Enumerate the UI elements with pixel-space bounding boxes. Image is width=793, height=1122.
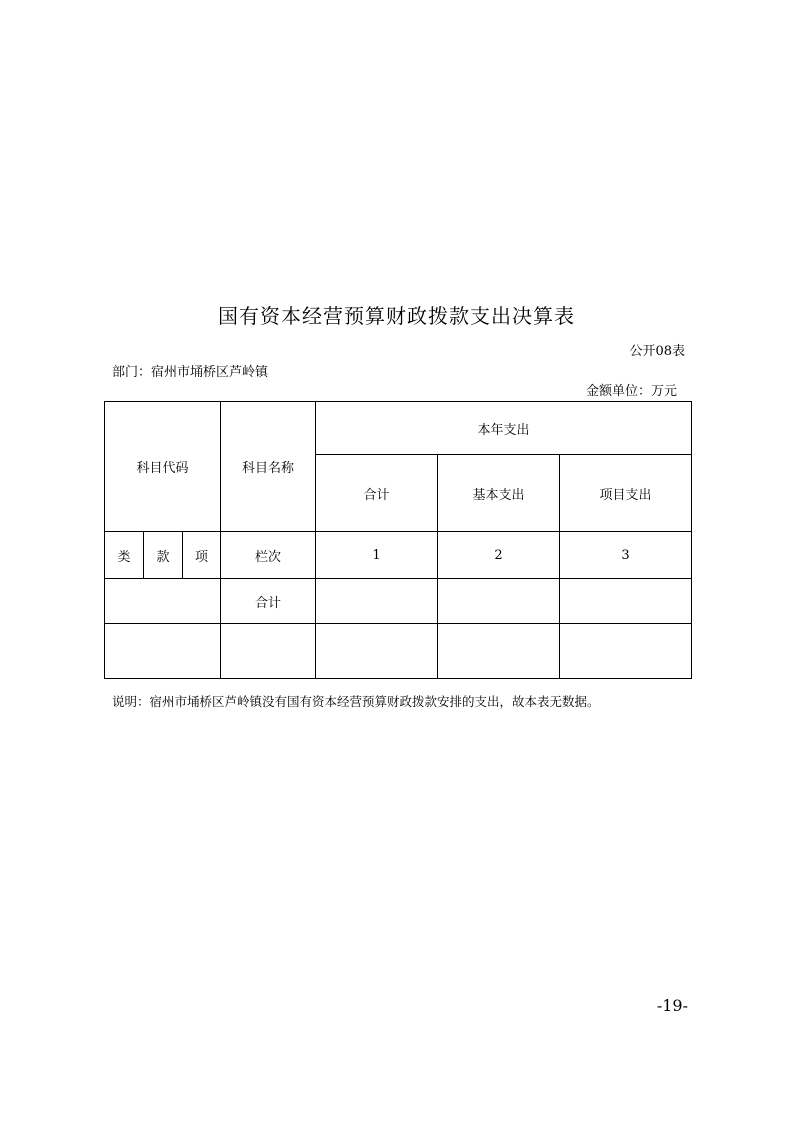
empty-row-name-cell (221, 624, 316, 679)
subject-name-header: 科目名称 (221, 402, 316, 532)
empty-row-total-cell (316, 624, 438, 679)
document-title: 国有资本经营预算财政拨款支出决算表 (218, 304, 575, 328)
amount-unit-label: 金额单位：万元 (585, 384, 677, 399)
total-row-label: 合计 (221, 579, 316, 624)
basic-expenditure-column-header: 基本支出 (438, 455, 560, 532)
total-row-code-cell (105, 579, 221, 624)
item-label: 项 (183, 532, 221, 579)
subject-code-header: 科目代码 (105, 402, 221, 532)
empty-row-code-cell (105, 624, 221, 679)
total-row-total-cell (316, 579, 438, 624)
project-expenditure-column-header: 项目支出 (560, 455, 692, 532)
total-column-header: 合计 (316, 455, 438, 532)
total-row-project-cell (560, 579, 692, 624)
expenditure-table (104, 401, 692, 679)
total-row-basic-cell (438, 579, 560, 624)
empty-row-project-cell (560, 624, 692, 679)
section-label: 款 (144, 532, 183, 579)
column-order-label: 栏次 (221, 532, 316, 579)
page-number: -19- (656, 996, 688, 1015)
empty-row-basic-cell (438, 624, 560, 679)
class-label: 类 (105, 532, 144, 579)
explanation-note: 说明：宿州市埇桥区芦岭镇没有国有资本经营预算财政拨款安排的支出，故本表无数据。 (112, 694, 600, 709)
column-number-3: 3 (560, 532, 692, 579)
department-label: 部门：宿州市埇桥区芦岭镇 (112, 365, 269, 380)
current-year-expenditure-header: 本年支出 (316, 402, 692, 455)
column-number-1: 1 (316, 532, 438, 579)
column-number-2: 2 (438, 532, 560, 579)
form-number: 公开08表 (629, 344, 685, 359)
